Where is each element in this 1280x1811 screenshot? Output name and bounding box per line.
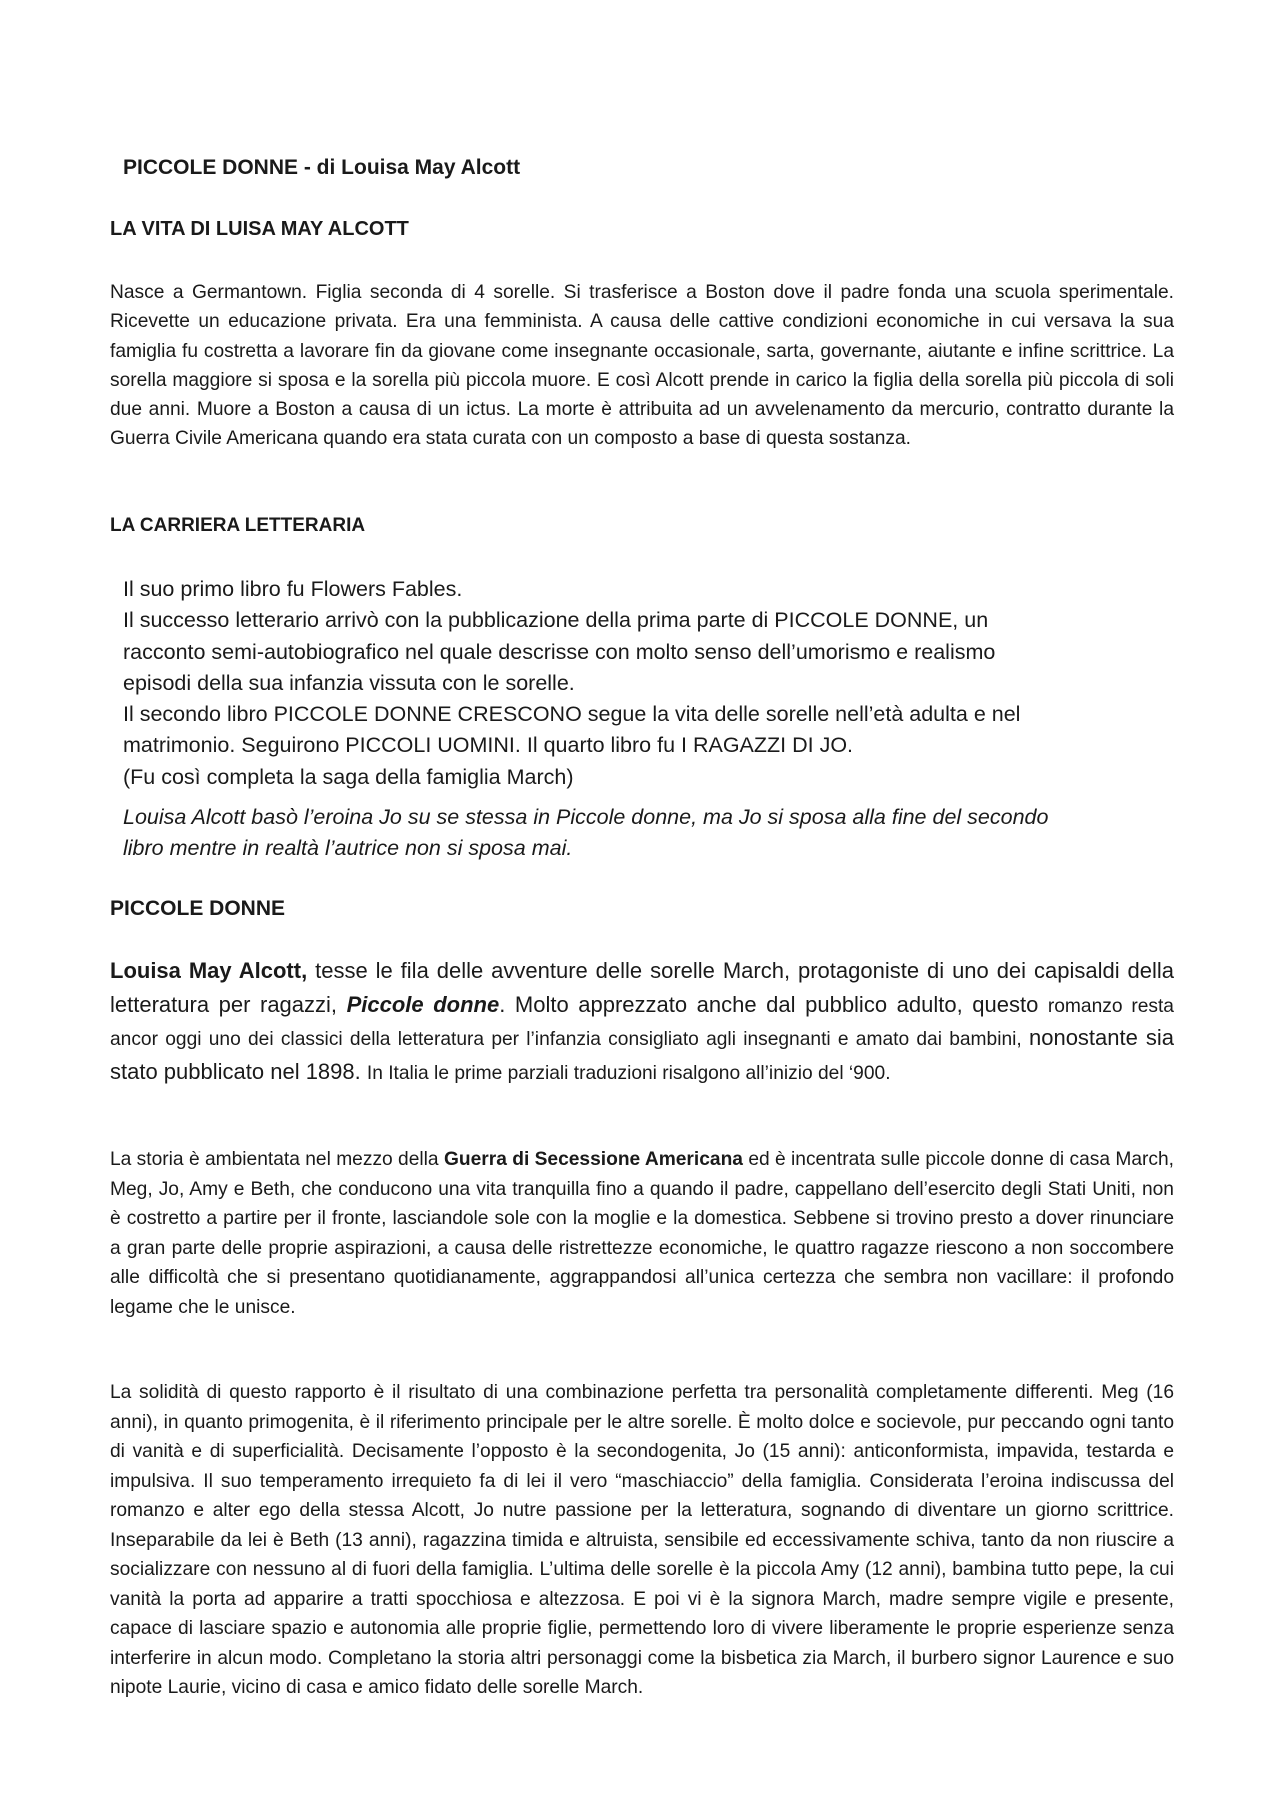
storia-text: , non è costretto a partire per il fronte, lasciandole sole con la moglie e la domestica. Sebbene si trovino presto a dover rinunciare a gran parte delle proprie aspirazioni, a causa delle ristrettezze economiche, le quattro ragazze riescono a non soccombere alle difficoltà che si presentano quotidianamente, aggrappandosi all’unica certezza che sembra non vacillare: il profondo legame che le unisce. [110, 1178, 1174, 1318]
paragraph-storia [110, 1145, 1174, 1322]
heading-carriera: LA CARRIERA LETTERARIA [110, 515, 366, 536]
document-title: PICCOLE DONNE - di Louisa May Alcott [123, 156, 521, 179]
book-title: Piccole donne [346, 991, 500, 1017]
heading-piccole-donne: PICCOLE DONNE [110, 897, 286, 920]
career-note [123, 802, 1123, 865]
career-line: racconto semi-autobiografico nel quale descrisse con molto senso dell’umorismo e realismo [123, 639, 996, 664]
heading-vita: LA VITA DI LUISA MAY ALCOTT [110, 218, 409, 240]
career-line: Il suo primo libro fu Flowers Fables. [123, 577, 463, 601]
storia-text: La storia è ambientata nel mezzo della [110, 1149, 444, 1170]
career-line: matrimonio. Seguirono PICCOLI UOMINI. Il quarto libro fu I RAGAZZI DI JO. [123, 733, 854, 758]
author-name: Louisa May Alcott, [110, 958, 308, 983]
intro-text: . Molto apprezzato anche dal pubblico adulto, questo [499, 991, 1048, 1017]
career-line: Il secondo libro PICCOLE DONNE CRESCONO segue la vita delle sorelle nell’età adulta e nel [123, 702, 1021, 727]
career-note-line: Louisa Alcott basò l’eroina Jo su se stessa in Piccole donne, ma Jo si sposa alla fine del secondo [123, 805, 1049, 829]
storia-bold: Guerra di Secessione Americana [443, 1149, 743, 1170]
career-line: Il successo letterario arrivò con la pubblicazione della prima parte di PICCOLE DONNE, un [123, 608, 989, 633]
storia-emphasis: cappellano dell’esercito degli Stati Uniti [794, 1178, 1131, 1200]
paragraph-solidita: La solidità di questo rapporto è il risultato di una combinazione perfetta tra personalità completamente differenti. Meg (16 anni), in quanto primogenita, è il riferimento principale per le altre sorelle. È molto dolce e socievole, pur peccando ogni tanto di vanità e di superficialità. Decisamente l’opposto è la secondogenita, Jo (15 anni): anticonformista, impavida, testarda e impulsiva. Il suo temperamento irrequieto fa di lei il vero “maschiaccio” della famiglia. Considerata l’eroina indiscussa del romanzo e alter ego della stessa Alcott, Jo nutre passione per la letteratura, sognando di diventare un giorno scrittrice. Inseparabile da lei è Beth (13 anni), ragazzina timida e altruista, sensibile ed eccessivamente schiva, tanto da non riuscire a socializzare con nessuno al di fuori della famiglia. L’ultima delle sorelle è la piccola Amy (12 anni), bambina tutto pepe, la cui vanità la porta ad apparire a tratti spocchiosa e altezzosa. E poi vi è la signora March, madre sempre vigile e presente, capace di lasciare spazio e autonomia alle proprie figlie, permettendo loro di vivere liberamente le proprie esperienze senza interferire in alcun modo. Completano la storia altri personaggi come la bisbetica zia March, il burbero signor Laurence e suo nipote Laurie, vicino di casa e amico fidato delle sorelle March. [110, 1382, 1174, 1698]
career-line: (Fu così completa la saga della famiglia March) [123, 764, 574, 789]
career-note-line: libro mentre in realtà l’autrice non si sposa mai. [123, 836, 573, 861]
career-line: episodi della sua infanzia vissuta con le sorelle. [123, 670, 575, 695]
paragraph-vita: Nasce a Germantown. Figlia seconda di 4 sorelle. Si trasferisce a Boston dove il padre fonda una scuola sperimentale. Ricevette un educazione privata. Era una femminista. A causa delle cattive condizioni economiche in cui versava la sua famiglia fu costretta a lavorare fin da giovane come insegnante occasionale, sarta, governante, aiutante e infine scrittrice. La sorella maggiore si sposa e la sorella più piccola muore. E così Alcott prende in carico la figlia della sorella più piccola di soli due anni. Muore a Boston a causa di un ictus. La morte è attribuita ad un avvelenamento da mercurio, contratto durante la Guerra Civile Americana quando era stata curata con un composto a base di questa sostanza. [110, 282, 1174, 450]
intro-text: nonostante sia stato pubblicato nel 1898. [110, 1025, 1174, 1084]
intro-text: In Italia le prime parziali traduzioni risalgono all’inizio del ‘900. [366, 1062, 891, 1084]
intro-text: tesse le fila delle avventure delle sorelle March, protagoniste di uno dei capisaldi della letteratura per ragazzi, [110, 958, 1174, 1017]
paragraph-intro [110, 955, 1174, 1089]
intro-text: romanzo resta ancor oggi uno dei classici della letteratura per l’infanzia consigliato agli insegnanti e amato dai bambini, [110, 995, 1174, 1050]
career-list [123, 574, 1123, 793]
storia-text: ed è incentrata sulle piccole donne di casa March, Meg, Jo, Amy e Beth, che conducono una vita tranquilla fino a quando il padre, [110, 1149, 1174, 1200]
